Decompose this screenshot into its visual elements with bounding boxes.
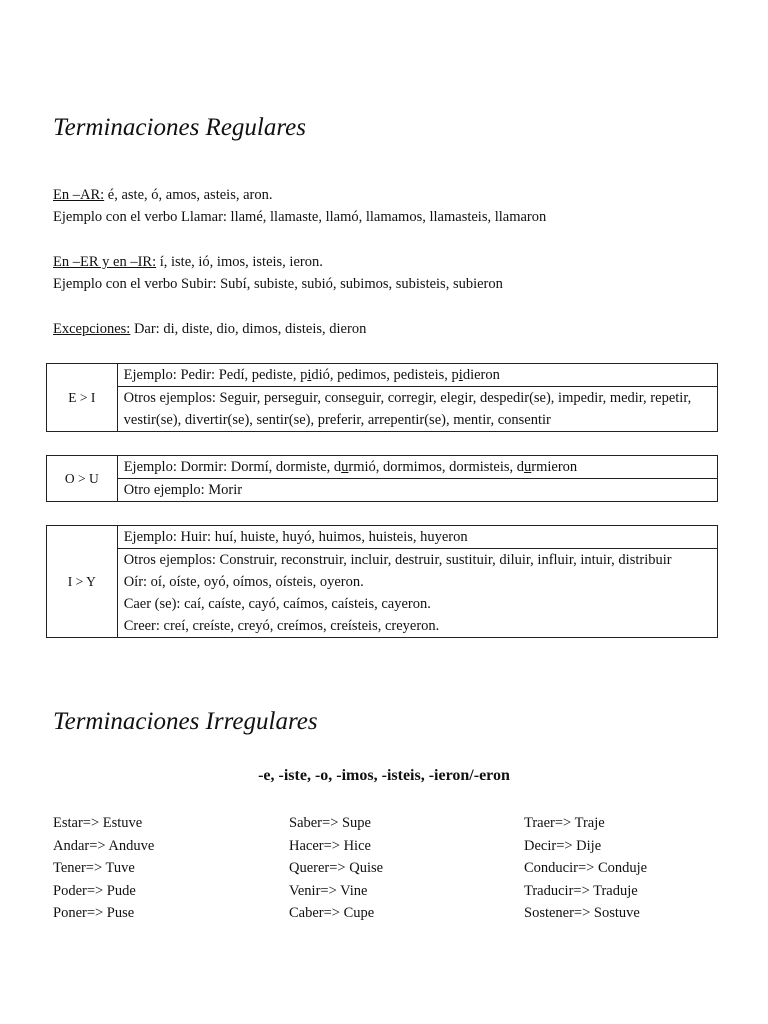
irregular-verb: Poner=> Puse (53, 905, 135, 921)
o-u-label: O > U (47, 456, 118, 502)
irregular-verb: Tener=> Tuve (53, 860, 135, 876)
i-y-table (46, 525, 718, 638)
irregular-column-2 (289, 812, 383, 925)
irregular-column-1 (53, 812, 154, 925)
irregular-verb: Poder=> Pude (53, 882, 136, 899)
irregular-verb: Saber=> Supe (289, 815, 371, 831)
irregular-verb: Decir=> Dije (524, 837, 602, 854)
irregular-verb: Conducir=> Conduje (524, 860, 648, 876)
o-u-other-row: Otro ejemplo: Morir (117, 479, 717, 502)
ar-label: En –AR: (53, 187, 105, 203)
o-u-table (46, 455, 718, 502)
exceptions-text: Dar: di, diste, dio, dimos, disteis, dieron (130, 321, 367, 337)
irregular-verb: Querer=> Quise (289, 860, 384, 876)
irregular-verb: Traer=> Traje (524, 815, 605, 831)
i-y-others-text: Otros ejemplos: Construir, reconstruir, incluir, destruir, sustituir, diluir, influir, intuir, distribuir (123, 552, 672, 568)
o-u-example-text-2: rmió, dormimos, dormisteis, d (348, 459, 525, 475)
i-y-label: I > Y (47, 526, 118, 638)
exceptions-line (53, 318, 366, 340)
i-y-caer-text: Caer (se): caí, caíste, cayó, caímos, caísteis, cayeron. (123, 596, 431, 612)
i-y-others-cell (117, 549, 717, 638)
irregular-verb: Caber=> Cupe (289, 905, 375, 921)
irregular-verb: Traducir=> Traduje (524, 882, 638, 899)
irregular-heading: Terminaciones Irregulares (53, 708, 318, 735)
e-i-example-text-2: dió, pedimos, pedisteis, p (311, 367, 459, 383)
ar-example: Ejemplo con el verbo Llamar: llamé, llamaste, llamó, llamamos, llamasteis, llamaron (53, 209, 547, 225)
e-i-stem-mark-2: i (458, 367, 463, 383)
er-ir-example: Ejemplo con el verbo Subir: Subí, subiste, subió, subimos, subisteis, subieron (53, 276, 503, 292)
o-u-example-text-1: Ejemplo: Dormir: Dormí, dormiste, d (123, 459, 342, 475)
irregular-verb: Estar=> Estuve (53, 815, 143, 831)
e-i-table (46, 363, 718, 432)
irregular-verb: Hacer=> Hice (289, 837, 371, 854)
o-u-example-text-3: rmieron (531, 459, 578, 475)
e-i-example-text-3: dieron (462, 367, 500, 383)
e-i-others-row: Otros ejemplos: Seguir, perseguir, conseguir, corregir, elegir, despedir(se), impedir, medir, repetir, vestir(se), divertir(se), sentir(se), preferir, arrepentir(se), mentir, consentir (117, 387, 717, 432)
irregular-verb: Venir=> Vine (289, 882, 368, 899)
e-i-example-row (117, 364, 717, 387)
i-y-creer-text: Creer: creí, creíste, creyó, creímos, creísteis, creyeron. (123, 618, 440, 634)
regular-heading: Terminaciones Regulares (53, 114, 306, 141)
irregular-verb: Sostener=> Sostuve (524, 905, 640, 921)
er-ir-endings: í, iste, ió, imos, isteis, ieron. (156, 254, 323, 270)
e-i-stem-mark-1: i (307, 367, 312, 383)
o-u-example-row (117, 456, 717, 479)
ar-endings: é, aste, ó, amos, asteis, aron. (104, 187, 273, 203)
irregular-endings: -e, -iste, -o, -imos, -isteis, -ieron/-eron (258, 767, 510, 784)
er-ir-endings-line (53, 251, 323, 273)
o-u-stem-mark-2: u (524, 459, 532, 475)
o-u-stem-mark-1: u (341, 459, 349, 475)
er-ir-label: En –ER y en –IR: (53, 254, 157, 270)
i-y-oir-text: Oír: oí, oíste, oyó, oímos, oísteis, oyeron. (123, 574, 364, 590)
ar-endings-line (53, 184, 272, 206)
irregular-verb: Andar=> Anduve (53, 837, 155, 854)
e-i-label: E > I (47, 364, 118, 432)
irregular-column-3 (524, 812, 647, 925)
e-i-example-text-1: Ejemplo: Pedir: Pedí, pediste, p (123, 367, 308, 383)
exceptions-label: Excepciones: (53, 321, 131, 337)
i-y-example-row: Ejemplo: Huir: huí, huiste, huyó, huimos, huisteis, huyeron (117, 526, 717, 549)
